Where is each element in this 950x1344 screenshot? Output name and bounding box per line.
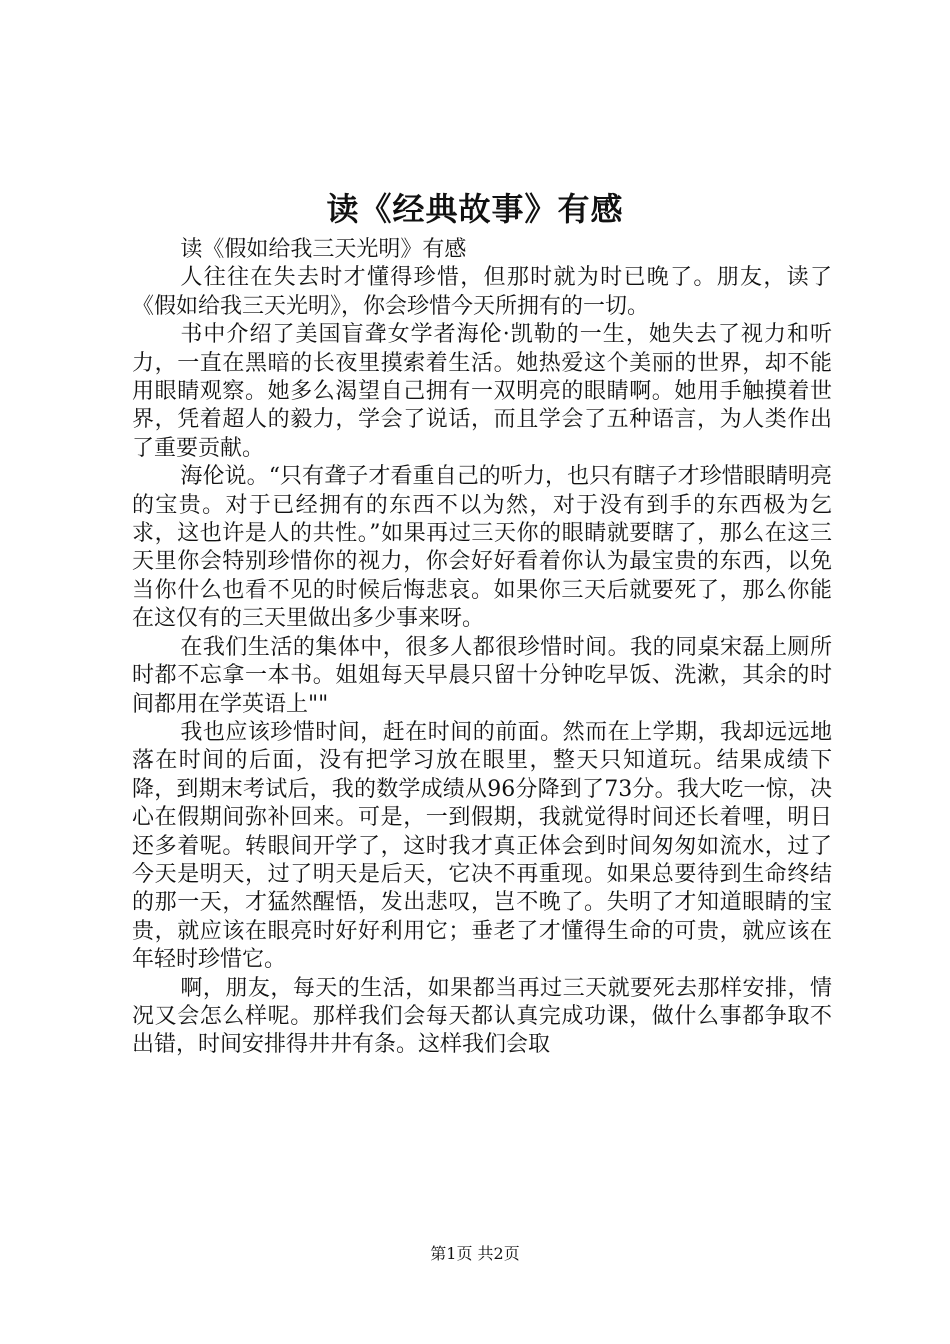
- paragraph-subtitle: 读《假如给我三天光明》有感: [180, 237, 467, 262]
- paragraph: 书中介绍了美国盲聋女学者海伦·凯勒的一生，她失去了视力和听力，一直在黑暗的长夜里摸索着生活。她热爱这个美丽的世界，却不能用眼睛观察。她多么渴望自己拥有一双明亮的眼睛啊。她用手触摸着世界，凭着超人的毅力，学会了说话，而且学会了五种语言，为人类作出了重要贡献。: [132, 322, 832, 461]
- paragraph: 人往往在失去时才懂得珍惜，但那时就为时已晚了。朋友，读了《假如给我三天光明》，你会珍惜今天所拥有的一切。: [132, 265, 832, 319]
- document-title: 读《经典故事》有感: [326, 190, 624, 228]
- paragraph: 在我们生活的集体中，很多人都很珍惜时间。我的同桌宋磊上厕所时都不忘拿一本书。姐姐每天早晨只留十分钟吃早饭、洗漱，其余的时间都用在学英语上"": [132, 634, 832, 717]
- document-body: [132, 236, 832, 1060]
- paragraph: 海伦说。“只有聋子才看重自己的听力，也只有瞎子才珍惜眼睛明亮的宝贵。对于已经拥有的东西不以为然，对于没有到手的东西极为乞求，这也许是人的共性。”如果再过三天你的眼睛就要瞎了，那么在这三天里你会特别珍惜你的视力，你会好好看着你认为最宝贵的东西，以免当你什么也看不见的时候后悔悲哀。如果你三天后就要死了，那么你能在这仅有的三天里做出多少事来呀。: [132, 464, 832, 632]
- paragraph: 啊，朋友，每天的生活，如果都当再过三天就要死去那样安排，情况又会怎么样呢。那样我们会每天都认真完成功课，做什么事都争取不出错，时间安排得井井有条。这样我们会取: [132, 975, 832, 1058]
- page-number-footer: 第1页 共2页: [430, 1244, 520, 1263]
- paragraph: 我也应该珍惜时间，赶在时间的前面。然而在上学期，我却远远地落在时间的后面，没有把学习放在眼里，整天只知道玩。结果成绩下降，到期末考试后，我的数学成绩从96分降到了73分。我大吃一惊，决心在假期间弥补回来。可是，一到假期，我就觉得时间还长着哩，明日还多着呢。转眼间开学了，这时我才真正体会到时间匆匆如流水，过了今天是明天，过了明天是后天，它决不再重现。如果总要待到生命终结的那一天，才猛然醒悟，发出悲叹，岂不晚了。失明了才知道眼睛的宝贵，就应该在眼亮时好好利用它；垂老了才懂得生命的可贵，就应该在年轻时珍惜它。: [132, 719, 832, 973]
